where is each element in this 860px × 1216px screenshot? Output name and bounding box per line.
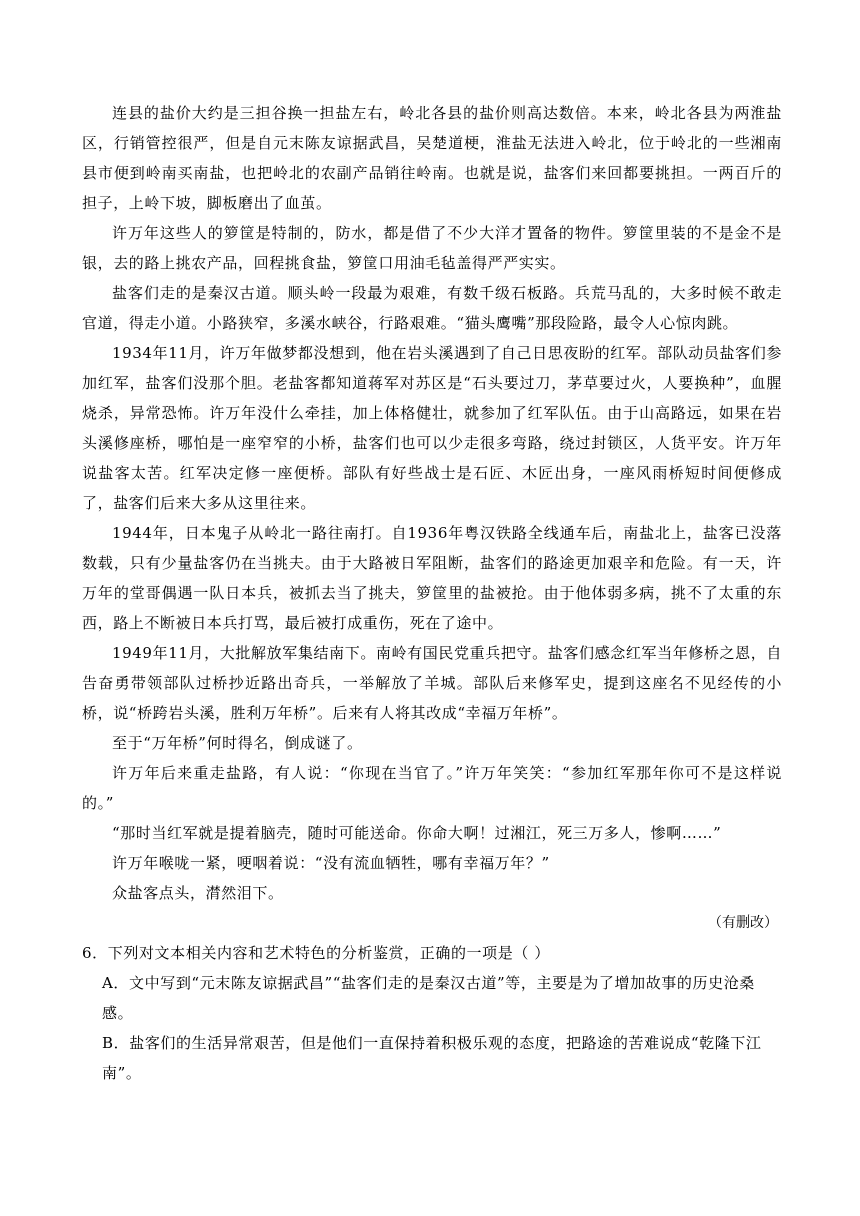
option-b: B．盐客们的生活异常艰苦，但是他们一直保持着积极乐观的态度，把路途的苦难说成“乾隆下江南”。 bbox=[102, 1034, 762, 1082]
passage-paragraph-8: 许万年后来重走盐路，有人说：“你现在当官了。”许万年笑笑：“参加红军那年你可不是这样说的。” bbox=[82, 764, 782, 812]
passage-paragraph-11: 众盐客点头，潸然泪下。 bbox=[112, 884, 284, 902]
passage-paragraph-1: 连县的盐价大约是三担谷换一担盐左右，岭北各县的盐价则高达数倍。本来，岭北各县为两淮盐区，行销管控很严，但是自元末陈友谅据武昌，吴楚道梗，淮盐无法进入岭北，位于岭北的一些湘南县市便到岭南买南盐，也把岭北的农副产品销往岭南。也就是说，盐客们来回都要挑担。一两百斤的担子，上岭下坡，脚板磨出了血茧。 bbox=[82, 104, 782, 212]
passage-paragraph-5: 1944年，日本鬼子从岭北一路往南打。自1936年粤汉铁路全线通车后，南盐北上，盐客已没落数载，只有少量盐客仍在当挑夫。由于大路被日军阻断，盐客们的路途更加艰辛和危险。有一天，许万年的堂哥偶遇一队日本兵，被抓去当了挑夫，箩筐里的盐被抢。由于他体弱多病，挑不了太重的东西，路上不断被日本兵打骂，最后被打成重伤，死在了途中。 bbox=[82, 524, 782, 632]
passage-paragraph-9: “那时当红军就是提着脑壳，随时可能送命。你命大啊！过湘江，死三万多人，惨啊……” bbox=[112, 824, 722, 842]
option-a: A．文中写到“元末陈友谅据武昌”“盐客们走的是秦汉古道”等，主要是为了增加故事的历史沧桑感。 bbox=[102, 974, 755, 1022]
source-note: （有删改） bbox=[708, 915, 778, 931]
passage-paragraph-4: 1934年11月，许万年做梦都没想到，他在岩头溪遇到了自己日思夜盼的红军。部队动员盐客们参加红军，盐客们没那个胆。老盐客都知道蒋军对苏区是“石头要过刀，茅草要过火，人要换种”，血腥烧杀，异常恐怖。许万年没什么牵挂，加上体格健壮，就参加了红军队伍。由于山高路远，如果在岩头溪修座桥，哪怕是一座窄窄的小桥，盐客们也可以少走很多弯路，绕过封锁区，人货平安。许万年说盐客太苦。红军决定修一座便桥。部队有好些战士是石匠、木匠出身，一座风雨桥短时间便修成了，盐客们后来大多从这里往来。 bbox=[82, 344, 782, 512]
passage-paragraph-3: 盐客们走的是秦汉古道。顺头岭一段最为艰难，有数千级石板路。兵荒马乱的，大多时候不敢走官道，得走小道。小路狭窄，多溪水峡谷，行路艰难。“猫头鹰嘴”那段险路，最令人心惊肉跳。 bbox=[82, 284, 782, 332]
passage-paragraph-2: 许万年这些人的箩筐是特制的，防水，都是借了不少大洋才置备的物件。箩筐里装的不是金不是银，去的路上挑农产品，回程挑食盐，箩筐口用油毛毡盖得严严实实。 bbox=[82, 224, 782, 272]
passage-paragraph-10: 许万年喉咙一紧，哽咽着说：“没有流血牺牲，哪有幸福万年？” bbox=[112, 854, 550, 872]
document-page bbox=[82, 98, 782, 1088]
question-stem: 6．下列对文本相关内容和艺术特色的分析鉴赏，正确的一项是（ ） bbox=[82, 944, 550, 962]
passage-paragraph-6: 1949年11月，大批解放军集结南下。南岭有国民党重兵把守。盐客们感念红军当年修桥之恩，自告奋勇带领部队过桥抄近路出奇兵，一举解放了羊城。部队后来修军史，提到这座名不见经传的小桥，说“桥跨岩头溪，胜利万年桥”。后来有人将其改成“幸福万年桥”。 bbox=[82, 644, 782, 722]
passage-paragraph-7: 至于“万年桥”何时得名，倒成谜了。 bbox=[112, 734, 363, 752]
